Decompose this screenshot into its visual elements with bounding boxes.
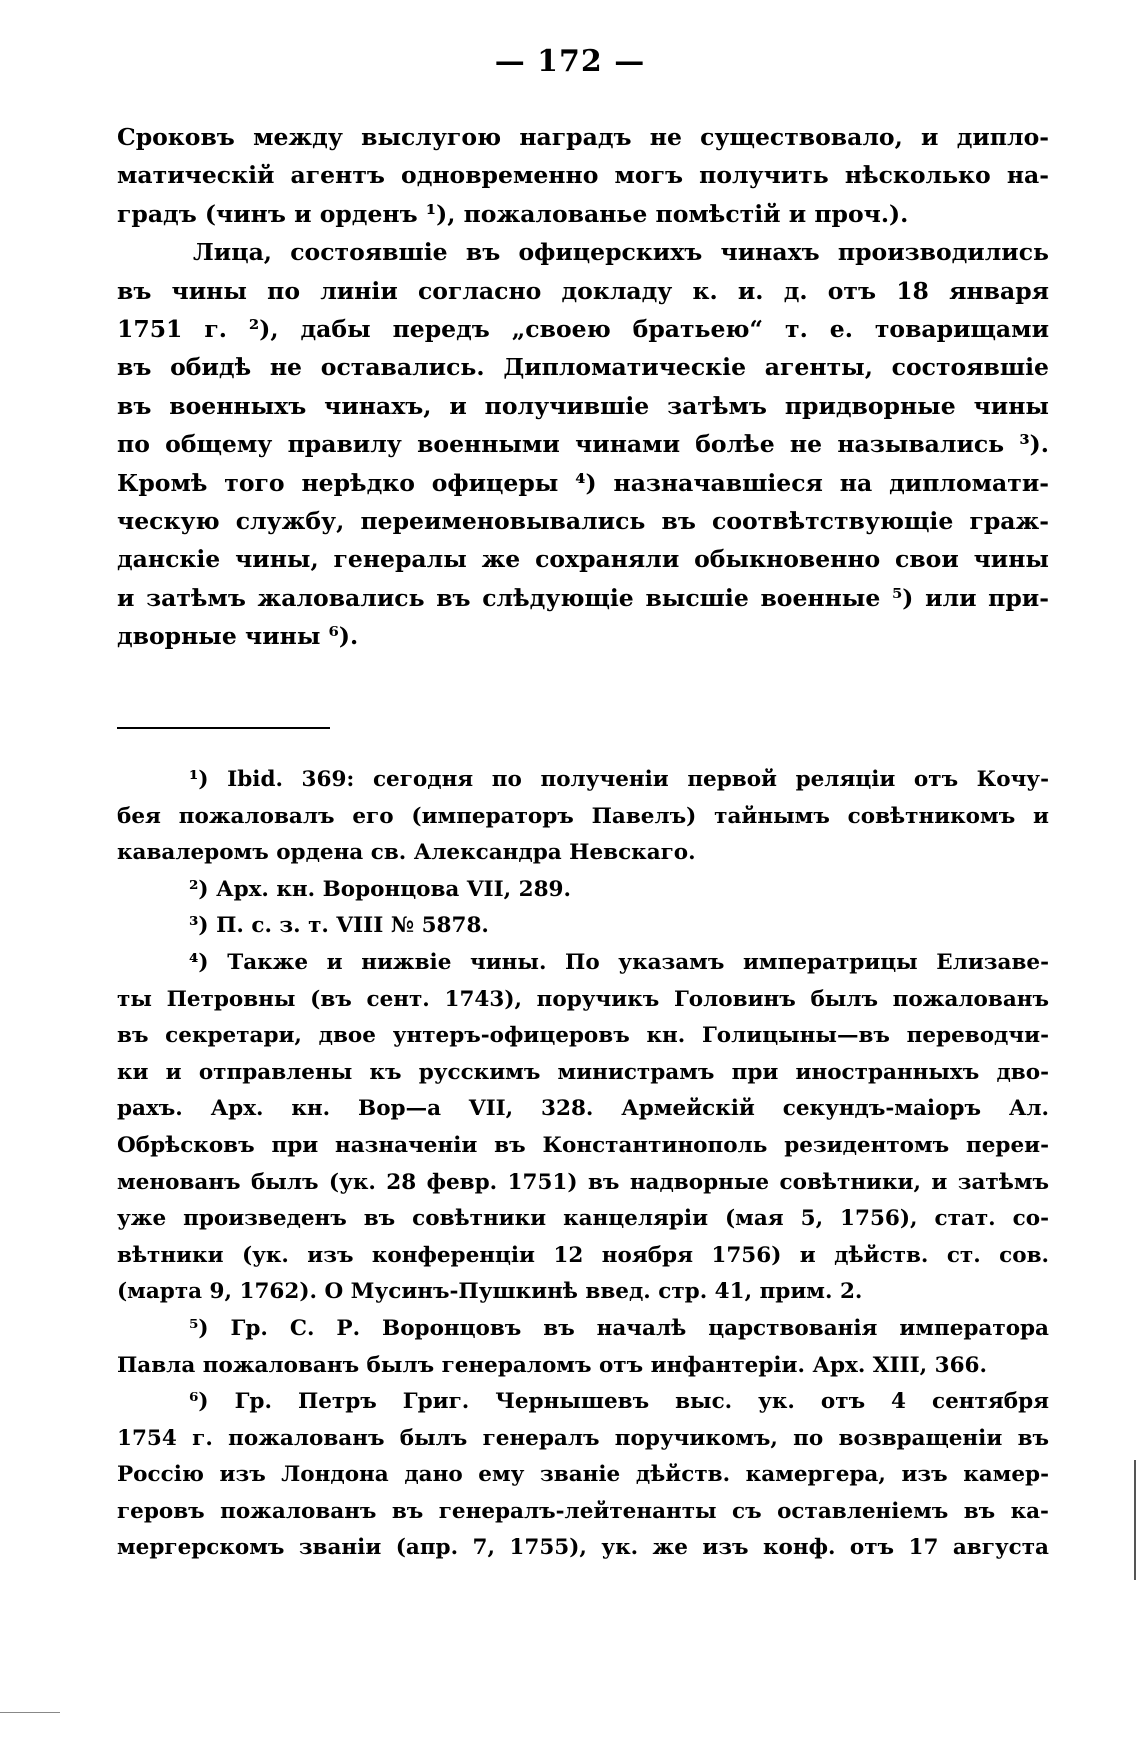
footnote-line: ты Петровны (въ сент. 1743), поручикъ Головинъ былъ пожалованъ (117, 986, 1049, 1012)
main-text-line: по общему правилу военными чинами болѣе не назывались ³). (117, 430, 1049, 459)
main-text-line: ческую службу, переименовывались въ соотвѣтствующіе граж- (117, 507, 1049, 536)
footnote (117, 1311, 1049, 1384)
footnote-line: вѣтники (ук. изъ конференціи 12 ноября 1756) и дѣйств. ст. сов. (117, 1242, 1049, 1268)
main-text-line: въ обидѣ не оставались. Дипломатическіе агенты, состоявшіе (117, 353, 1049, 382)
main-text-line: дворные чины ⁶). (117, 622, 359, 651)
footnote-separator-rule (117, 727, 330, 729)
footnote-line: ки и отправлены къ русскимъ министрамъ при иностранныхъ дво- (117, 1059, 1049, 1085)
footnote-line: 1754 г. пожалованъ былъ генералъ поручикомъ, по возвращеніи въ (117, 1425, 1049, 1451)
footnote-line: (марта 9, 1762). О Мусинъ-Пушкинѣ введ. стр. 41, прим. 2. (117, 1279, 863, 1305)
footnote-line: мергерскомъ званіи (апр. 7, 1755), ук. же изъ конф. отъ 17 августа (117, 1535, 1049, 1561)
footnote (117, 762, 1049, 872)
footnote-line: кавалеромъ ордена св. Александра Невскаго. (117, 840, 696, 866)
main-text-line: Кромѣ того нерѣдко офицеры ⁴) назначавшіеся на дипломати- (117, 468, 1049, 497)
footnote-line: геровъ пожалованъ въ генералъ-лейтенанты съ оставленіемъ въ ка- (117, 1498, 1049, 1524)
main-text-line: матическій агентъ одновременно могъ получить нѣсколько на- (117, 161, 1049, 190)
scan-margin-mark (0, 1712, 60, 1713)
scan-edge-line (1134, 1460, 1136, 1580)
footnote-line: ⁶) Гр. Петръ Григ. Чернышевъ выс. ук. отъ 4 сентября (189, 1389, 1049, 1415)
footnotes-section (117, 762, 1049, 1567)
footnote-line: Павла пожалованъ былъ генераломъ отъ инфантеріи. Арх. XIII, 366. (117, 1352, 987, 1378)
main-text-line: въ чины по линіи согласно докладу к. и. д. отъ 18 января (117, 276, 1049, 305)
footnote (117, 908, 1049, 945)
footnote-line: Россію изъ Лондона дано ему званіе дѣйств. камергера, изъ камер- (117, 1462, 1049, 1488)
footnote-line: ³) П. с. з. т. VIII № 5878. (189, 913, 489, 939)
footnote-line: менованъ былъ (ук. 28 февр. 1751) въ надворные совѣтники, и затѣмъ (117, 1169, 1049, 1195)
footnote-line: бея пожаловалъ его (императоръ Павелъ) тайнымъ совѣтникомъ и (117, 803, 1049, 829)
footnote-line: въ секретари, двое унтеръ-офицеровъ кн. Голицыны—въ переводчи- (117, 1023, 1049, 1049)
page-number: — 172 — (494, 44, 646, 79)
footnote-line: ²) Арх. кн. Воронцова VII, 289. (189, 876, 571, 902)
main-text-line: 1751 г. ²), дабы передъ „своею братьею“ т. е. товарищами (117, 315, 1049, 344)
main-text-line: и затѣмъ жаловались въ слѣдующіе высшіе военные ⁵) или при- (117, 583, 1049, 612)
main-text-line: Сроковъ между выслугою наградъ не существовало, и дипло- (117, 123, 1049, 151)
footnote (117, 872, 1049, 909)
footnote-line: Обрѣсковъ при назначеніи въ Константинополь резидентомъ переи- (117, 1132, 1049, 1158)
main-text-line: въ военныхъ чинахъ, и получившіе затѣмъ придворные чины (117, 391, 1049, 420)
footnote (117, 945, 1049, 1311)
main-text-body (117, 118, 1049, 656)
footnote-line: ⁴) Также и нижвіе чины. По указамъ императрицы Елизаве- (189, 949, 1049, 975)
footnote (117, 1384, 1049, 1567)
footnote-line: ¹) Ibid. 369: сегодня по полученіи первой реляціи отъ Кочу- (189, 767, 1049, 792)
footnote-line: рахъ. Арх. кн. Вор—а VII, 328. Армейскій секундъ-маіоръ Ал. (117, 1096, 1049, 1122)
main-text-line: данскіе чины, генералы же сохраняли обыкновенно свои чины (117, 545, 1049, 574)
main-text-line: Лица, состоявшіе въ офицерскихъ чинахъ производились (193, 238, 1049, 267)
footnote-line: уже произведенъ въ совѣтники канцеляріи (мая 5, 1756), стат. со- (117, 1206, 1049, 1232)
footnote-line: ⁵) Гр. С. Р. Воронцовъ въ началѣ царствованія императора (189, 1315, 1049, 1341)
main-text-line: градъ (чинъ и орденъ ¹), пожалованье помѣстій и проч.). (117, 199, 909, 228)
